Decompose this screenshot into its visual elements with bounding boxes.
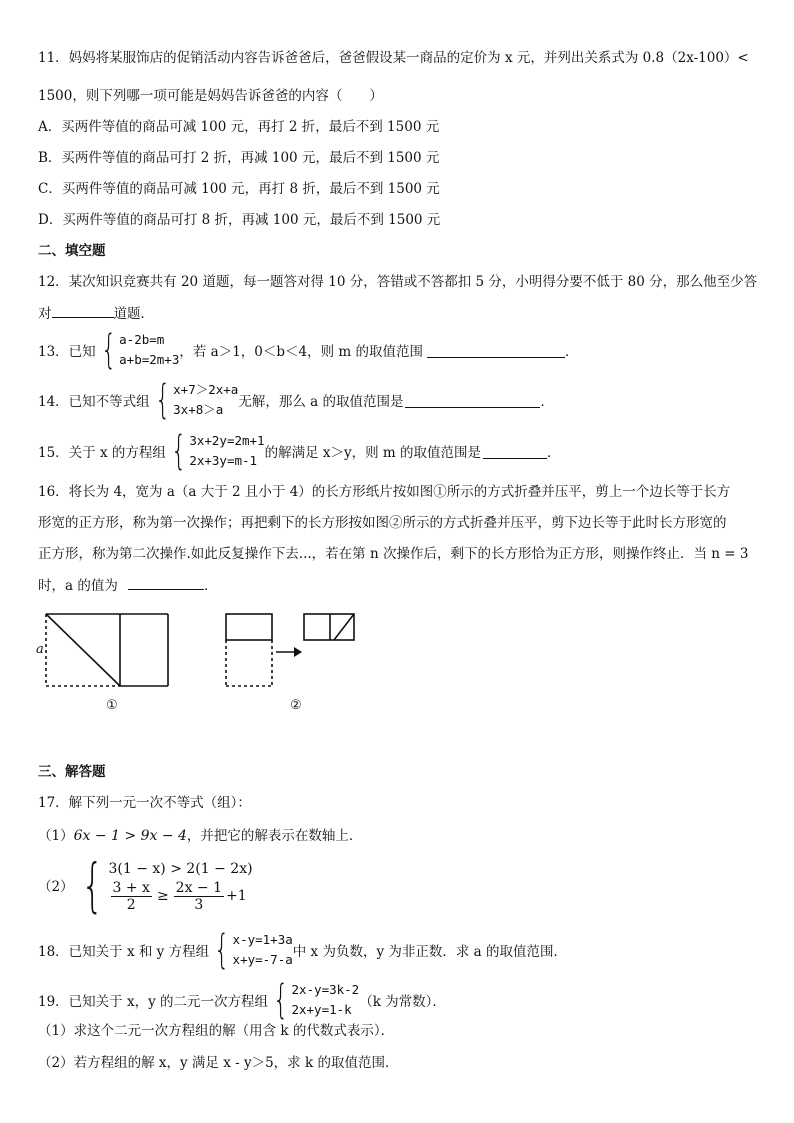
q15-eq1: 3x+2y=2m+1	[189, 433, 265, 448]
q13-system	[119, 330, 179, 370]
q11-option-d: D．买两件等值的商品可打 8 折，再减 100 元，最后不到 1500 元	[38, 212, 441, 228]
figure-2-fold-diagram	[222, 610, 362, 690]
q14-post: 无解，那么 a 的取值范围是	[238, 394, 404, 410]
q17-part1-post: ，并把它的解表示在数轴上．	[186, 828, 363, 844]
q14	[38, 377, 554, 423]
figure-1-fold-diagram	[34, 610, 174, 690]
q15-pre: 15．关于 x 的方程组	[38, 445, 166, 461]
q19	[38, 977, 446, 1023]
left-brace-icon: {	[154, 377, 171, 423]
fraction: $\frac{3 + x}{2}$	[112, 879, 150, 913]
q16-line1: 16．将长为 4，宽为 a（a 大于 2 且小于 4）的长方形纸片按如图①所示的方式折叠并压平，剪上一个边长等于长方	[38, 484, 731, 500]
q14-answer-blank[interactable]	[405, 393, 540, 408]
q13-post: ，若 a＞1，0＜b＜4，则 m 的取值范围	[179, 344, 423, 360]
q18-eq2: x+y=-7-a	[232, 952, 293, 967]
left-brace-icon: {	[100, 327, 117, 373]
q14-eq2: 3x+8＞a	[173, 402, 224, 417]
q16-line4	[38, 575, 218, 596]
q17-part1	[38, 826, 362, 846]
q17-part2-eq1: 3(1 − x) > 2(1 − 2x)	[108, 860, 253, 877]
q18-pre: 18．已知关于 x 和 y 方程组	[38, 944, 210, 960]
figure-1-caption: ①	[106, 698, 118, 713]
q12-line1: 12．某次知识竞赛共有 20 道题，每一题答对得 10 分，答错或不答都扣 5 分，小明得分要不低于 80 分，那么他至少答	[38, 274, 758, 290]
q19-pre: 19．已知关于 x，y 的二元一次方程组	[38, 994, 269, 1010]
q13-answer-blank[interactable]	[427, 343, 565, 358]
q16-line4-end: ．	[204, 578, 218, 594]
q15-end: ．	[547, 445, 561, 461]
q17-part2-system	[109, 858, 253, 913]
q11-option-a: A．买两件等值的商品可减 100 元，再打 2 折，最后不到 1500 元	[38, 119, 440, 135]
q13	[38, 327, 579, 373]
q11-option-c: C．买两件等值的商品可减 100 元，再打 8 折，最后不到 1500 元	[38, 181, 440, 197]
q17-part1-label: （1）	[38, 828, 74, 844]
q14-pre: 14．已知不等式组	[38, 394, 150, 410]
q13-eq1: a-2b=m	[119, 332, 165, 347]
section-answer-heading: 三、解答题	[38, 764, 106, 780]
figure-1-label-a: a	[36, 642, 44, 657]
q18-post: 中 x 为负数，y 为非正数．求 a 的取值范围．	[292, 944, 568, 960]
q12-answer-blank[interactable]	[52, 303, 114, 318]
q14-end: ．	[540, 394, 554, 410]
q13-end: ．	[565, 344, 579, 360]
q17-part1-inequality: 6x − 1 > 9x − 4	[73, 828, 187, 844]
q17-title: 17．解下列一元一次不等式（组）：	[38, 795, 251, 811]
q15-answer-blank[interactable]	[483, 444, 547, 459]
q11-line2: 1500，则下列哪一项可能是妈妈告诉爸爸的内容（ ）	[38, 88, 383, 104]
fraction: $\frac{2x - 1}{3}$	[175, 879, 223, 913]
q13-pre: 13．已知	[38, 344, 96, 360]
q11-line1: 11．妈妈将某服饰店的促销活动内容告诉爸爸后，爸爸假设某一商品的定价为 x 元，并列出关系式为 0.8（2x-100）<	[38, 50, 749, 66]
q16-answer-blank[interactable]	[128, 575, 204, 590]
q17-part2	[38, 851, 253, 919]
q19-post: （k 为常数）．	[359, 994, 446, 1010]
q17-part2-eq2: $\frac{3 + x}{2}$ ≥ $\frac{2x - 1}{3}$ +1	[112, 879, 247, 913]
q15	[38, 428, 561, 474]
left-brace-icon: {	[170, 428, 187, 474]
q19-system	[291, 980, 359, 1020]
q15-post: 的解满足 x＞y，则 m 的取值范围是	[264, 445, 482, 461]
q12-post: 道题．	[113, 306, 154, 322]
q13-eq2: a+b=2m+3	[119, 352, 180, 367]
q19-sub1: （1）求这个二元一次方程组的解（用含 k 的代数式表示）．	[38, 1023, 395, 1039]
section-fill-in-blank-heading: 二、填空题	[38, 243, 106, 259]
left-brace-icon: {	[214, 927, 230, 973]
left-brace-icon: {	[80, 851, 104, 919]
q19-sub2: （2）若方程组的解 x，y 满足 x - y＞5，求 k 的取值范围．	[38, 1055, 399, 1071]
q17-part2-label: （2）	[38, 879, 74, 895]
q14-eq1: x+7＞2x+a	[173, 382, 239, 397]
q11-option-b: B．买两件等值的商品可打 2 折，再减 100 元，最后不到 1500 元	[38, 150, 440, 166]
q12-pre: 对	[38, 306, 52, 322]
q15-eq2: 2x+3y=m-1	[189, 453, 258, 468]
figure-2-caption: ②	[290, 698, 302, 713]
q19-eq2: 2x+y=1-k	[291, 1002, 352, 1017]
q15-system	[189, 431, 264, 471]
q16-line2: 形宽的正方形，称为第一次操作；再把剩下的长方形按如图②所示的方式折叠并压平，剪下边长等于此时长方形宽的	[38, 515, 727, 531]
q14-system	[173, 380, 238, 420]
q19-eq1: 2x-y=3k-2	[291, 982, 360, 997]
q12-line2	[38, 303, 154, 324]
q16-line3: 正方形，称为第二次操作.如此反复操作下去...，若在第 n 次操作后，剩下的长方形恰为正方形，则操作终止．当 n = 3	[38, 546, 749, 562]
q18	[38, 927, 568, 973]
q16-line4-pre: 时，a 的值为	[38, 578, 118, 594]
q18-system	[233, 930, 293, 970]
q18-eq1: x-y=1+3a	[232, 932, 293, 947]
left-brace-icon: {	[273, 977, 289, 1023]
